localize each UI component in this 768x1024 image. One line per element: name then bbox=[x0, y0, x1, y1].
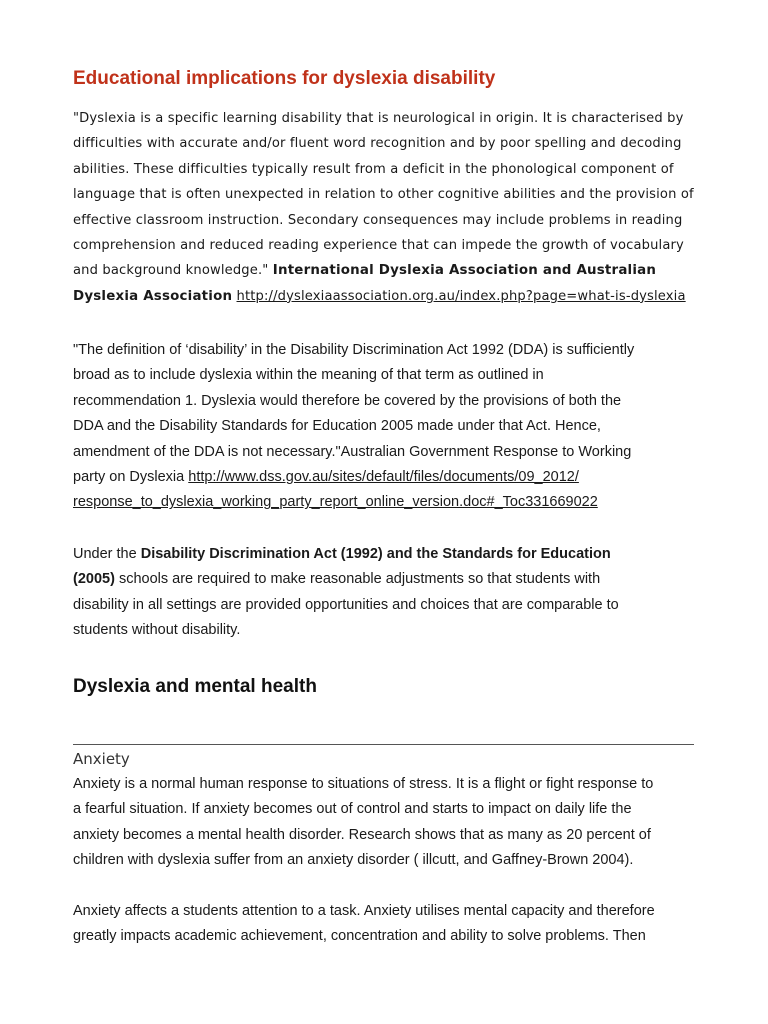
disability-definition-quote bbox=[73, 338, 698, 516]
legislation-year: (2005) bbox=[73, 571, 115, 588]
text-line: a fearful situation. If anxiety becomes out of control and starts to impact on daily life the bbox=[73, 801, 632, 818]
section-heading-mental-health: Dyslexia and mental health bbox=[73, 676, 317, 697]
text-line: greatly impacts academic achievement, concentration and ability to solve problems. Then bbox=[73, 928, 646, 945]
subheading-anxiety: Anxiety bbox=[73, 750, 130, 768]
anxiety-paragraph-2 bbox=[73, 899, 698, 950]
lead-text: Under the bbox=[73, 546, 141, 562]
text-line bbox=[73, 567, 698, 592]
dda-paragraph bbox=[73, 542, 698, 644]
text-line bbox=[73, 465, 698, 490]
text-line: "Dyslexia is a specific learning disability that is neurological in origin. It is characterised by bbox=[73, 111, 684, 126]
text-line: "The definition of ‘disability’ in the Disability Discrimination Act 1992 (DDA) is sufficiently bbox=[73, 342, 635, 358]
text-line: children with dyslexia suffer from an anxiety disorder ( illcutt, and Gaffney-Brown 2004). bbox=[73, 852, 634, 869]
source-organisation: International Dyslexia Association and Australian bbox=[272, 263, 657, 279]
body-text: schools are required to make reasonable adjustments so that students with bbox=[114, 571, 601, 588]
text-line: comprehension and reduced reading experience that can impede the growth of vocabulary bbox=[73, 238, 684, 254]
section-divider bbox=[73, 744, 694, 745]
text-line: Anxiety affects a students attention to a task. Anxiety utilises mental capacity and therefore bbox=[73, 903, 655, 919]
text-line: difficulties with accurate and/or fluent word recognition and by poor spelling and decoding bbox=[73, 136, 682, 152]
text-line bbox=[73, 258, 698, 283]
text-line: broad as to include dyslexia within the meaning of that term as outlined in bbox=[73, 367, 544, 384]
source-organisation-cont: Dyslexia Association bbox=[73, 288, 233, 304]
text-line: abilities. These difficulties typically result from a deficit in the phonological component of bbox=[73, 161, 674, 177]
legislation-name: Disability Discrimination Act (1992) and the Standards for Education bbox=[140, 546, 611, 562]
text-line: anxiety becomes a mental health disorder. Research shows that as many as 20 percent of bbox=[73, 826, 651, 843]
government-response-link-cont[interactable]: response_to_dyslexia_working_party_report_online_version.doc#_Toc331669022 bbox=[73, 494, 598, 511]
text-line: effective classroom instruction. Secondary consequences may include problems in reading bbox=[73, 212, 683, 228]
source-text: party on Dyslexia bbox=[73, 469, 189, 486]
text-line bbox=[73, 542, 698, 567]
anxiety-paragraph-1 bbox=[73, 772, 698, 874]
text-line bbox=[73, 284, 698, 309]
text-line: amendment of the DDA is not necessary."Australian Government Response to Working bbox=[73, 443, 632, 460]
text-line: students without disability. bbox=[73, 622, 241, 639]
text-line bbox=[73, 490, 698, 515]
page-title: Educational implications for dyslexia disability bbox=[73, 68, 496, 89]
text-line: recommendation 1. Dyslexia would therefore be covered by the provisions of both the bbox=[73, 392, 622, 409]
text-line: DDA and the Disability Standards for Education 2005 made under that Act. Hence, bbox=[73, 418, 601, 435]
text-line: Anxiety is a normal human response to situations of stress. It is a flight or fight response to bbox=[73, 776, 654, 792]
text-line: language that is often unexpected in relation to other cognitive abilities and the provision of bbox=[73, 187, 694, 203]
text-line: disability in all settings are provided opportunities and choices that are comparable to bbox=[73, 596, 619, 613]
quote-end-text: and background knowledge." bbox=[73, 263, 269, 279]
dyslexia-definition-quote bbox=[73, 106, 698, 309]
government-response-link[interactable]: http://www.dss.gov.au/sites/default/files/documents/09_2012/ bbox=[188, 469, 579, 486]
dyslexia-association-link[interactable]: http://dyslexiaassociation.org.au/index.php?page=what-is-dyslexia bbox=[236, 288, 686, 304]
